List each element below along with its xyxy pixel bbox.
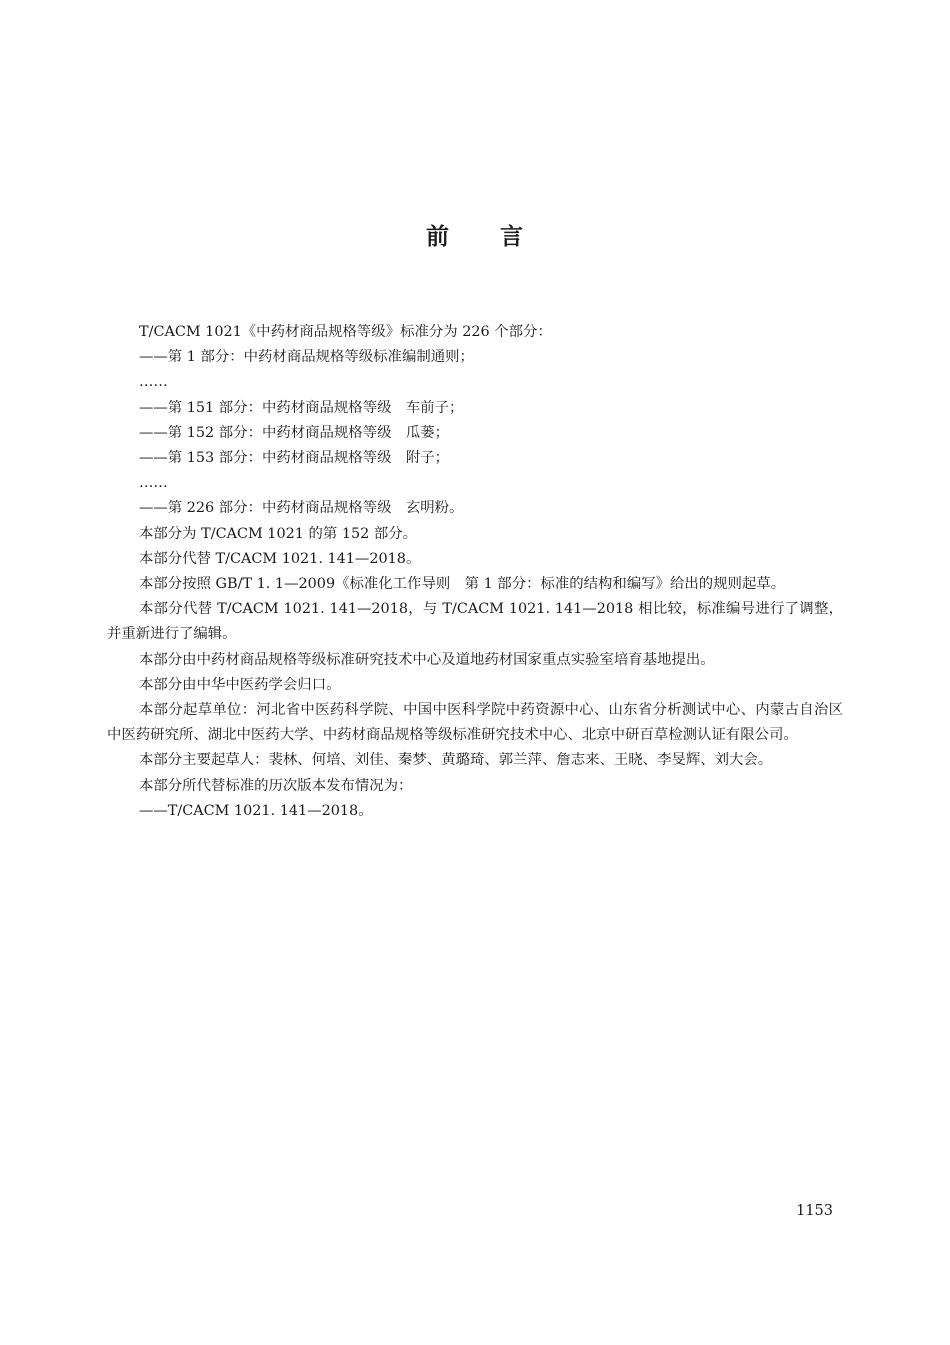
drafting-units-paragraph: 本部分起草单位：河北省中医药科学院、中国中医科学院中药资源中心、山东省分析测试中心、内蒙古自治区中医药研究所、湖北中医药大学、中药材商品规格等级标准研究技术中心、北京中研百草检测认证有限公司。 [107,702,843,744]
drafters-paragraph: 本部分主要起草人：裴林、何培、刘佳、秦梦、黄璐琦、郭兰萍、詹志来、王晓、李旻辉、刘大会。 [139,752,773,769]
part-list-item: ——第 1 部分：中药材商品规格等级标准编制通则； [139,349,474,366]
proposer-paragraph: 本部分由中药材商品规格等级标准研究技术中心及道地药材国家重点实验室培育基地提出。 [139,651,715,668]
ellipsis: …… [139,475,168,492]
drafting-rules-paragraph: 本部分按照 GB/T 1. 1—2009《标准化工作导则 第 1 部分：标准的结构和编写》给出的规则起草。 [139,576,786,593]
title-char-1: 前 [426,224,450,250]
part-list-item: ——第 226 部分：中药材商品规格等级 玄明粉。 [139,500,464,517]
statement-line: 本部分为 T/CACM 1021 的第 152 部分。 [139,525,418,542]
statement-line: 本部分代替 T/CACM 1021. 141—2018。 [139,550,421,567]
page-number: 1153 [796,1203,833,1219]
part-list-item: ——第 152 部分：中药材商品规格等级 瓜蒌； [139,424,450,441]
foreword-body [107,320,843,824]
ellipsis: …… [139,374,168,391]
title-char-2: 言 [500,224,524,250]
part-list-item: ——第 151 部分：中药材商品规格等级 车前子； [139,399,464,416]
intro-line: T/CACM 1021《中药材商品规格等级》标准分为 226 个部分： [139,324,552,340]
administrator-paragraph: 本部分由中华中医药学会归口。 [139,676,341,693]
part-list-item: ——第 153 部分：中药材商品规格等级 附子； [139,450,450,467]
version-history-item: ——T/CACM 1021. 141—2018。 [139,802,373,819]
version-history-paragraph: 本部分所代替标准的历次版本发布情况为： [139,777,413,794]
page-title [0,218,950,251]
changes-paragraph: 本部分代替 T/CACM 1021. 141—2018，与 T/CACM 1021. 141—2018 相比较，标准编号进行了调整，并重新进行了编辑。 [107,601,843,643]
